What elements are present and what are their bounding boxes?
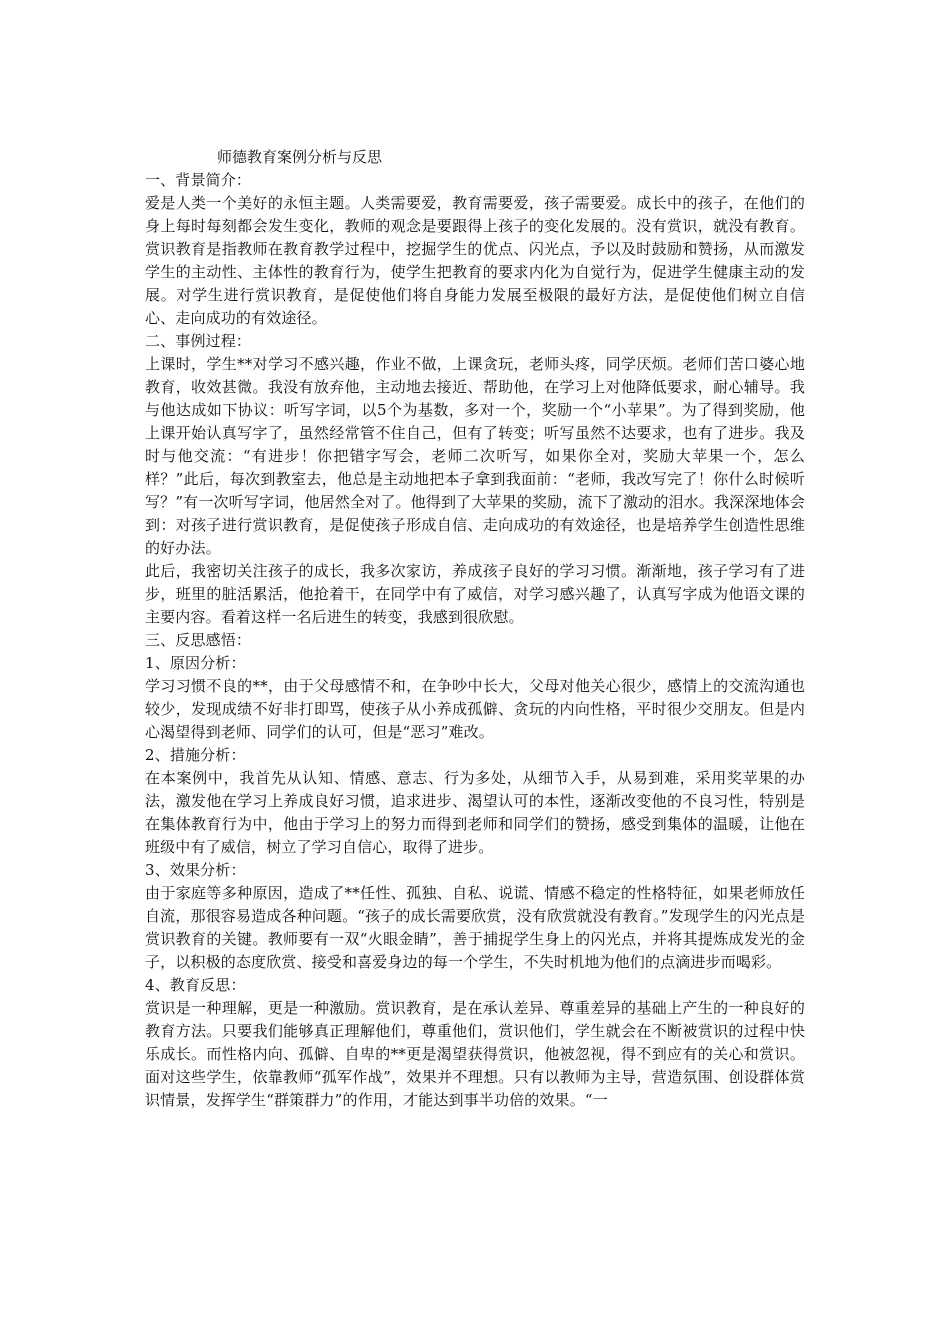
section-heading-reflection: 三、反思感悟： xyxy=(145,631,252,649)
section-heading-background: 一、背景简介： xyxy=(145,171,252,189)
subheading-measure-analysis: 2、措施分析： xyxy=(145,746,246,764)
paragraph-case-process: 上课时，学生**对学习不感兴趣，作业不做，上课贪玩，老师头疼，同学厌烦。老师们苦口婆心地教育，收效甚微。我没有放弃他，主动地去接近、帮助他，在学习上对他降低要求，耐心辅导。我与他达成如下协议：听写字词，以5个为基数，多对一个，奖励一个“小苹果”。为了得到奖励，他上课开始认真写字了，虽然经常管不住自己，但有了转变；听写虽然不达要求，也有了进步。我及时与他交流：“有进步！你把错字写会，老师二次听写，如果你全对，奖励大苹果一个，怎么样？”此后，每次到教室去，他总是主动地把本子拿到我面前：“老师，我改写完了！你什么时候听写？”有一次听写字词，他居然全对了。他得到了大苹果的奖励，流下了激动的泪水。我深深地体会到：对孩子进行赏识教育，是促使孩子形成自信、走向成功的有效途径，也是培养学生创造性思维的好办法。 xyxy=(145,355,805,557)
paragraph-cause-analysis: 学习习惯不良的**，由于父母感情不和，在争吵中长大，父母对他关心很少，感情上的交流沟通也较少，发现成绩不好非打即骂，使孩子从小养成孤僻、贪玩的内向性格，平时很少交朋友。但是内心渴望得到老师、同学们的认可，但是“恶习”难改。 xyxy=(145,677,805,741)
paragraph-measure-analysis: 在本案例中，我首先从认知、情感、意志、行为多处，从细节入手，从易到难，采用奖苹果的办法，激发他在学习上养成良好习惯，追求进步、渴望认可的本性，逐渐改变他的不良习性，特别是在集体教育行为中，他由于学习上的努力而得到老师和同学们的赞扬，感受到集体的温暖，让他在班级中有了威信，树立了学习自信心，取得了进步。 xyxy=(145,769,805,856)
subheading-cause-analysis: 1、原因分析： xyxy=(145,654,246,672)
subheading-effect-analysis: 3、效果分析： xyxy=(145,861,246,879)
paragraph-education-reflection: 赏识是一种理解，更是一种激励。赏识教育，是在承认差异、尊重差异的基础上产生的一种良好的教育方法。只要我们能够真正理解他们，尊重他们，赏识他们，学生就会在不断被赏识的过程中快乐成长。而性格内向、孤僻、自卑的**更是渴望获得赏识，他被忽视，得不到应有的关心和赏识。面对这些学生，依靠教师“孤军作战”，效果并不理想。只有以教师为主导，营造氛围、创设群体赏识情景，发挥学生“群策群力”的作用，才能达到事半功倍的效果。“一 xyxy=(145,999,805,1109)
section-heading-case-process: 二、事例过程： xyxy=(145,332,252,350)
document-page xyxy=(145,146,805,1112)
paragraph-follow-up: 此后，我密切关注孩子的成长，我多次家访，养成孩子良好的学习习惯。渐渐地，孩子学习有了进步，班里的脏活累活，他抢着干，在同学中有了威信，对学习感兴趣了，认真写字成为他语文课的主要内容。看着这样一名后进生的转变，我感到很欣慰。 xyxy=(145,562,805,626)
paragraph-background: 爱是人类一个美好的永恒主题。人类需要爱，教育需要爱，孩子需要爱。成长中的孩子，在他们的身上每时每刻都会发生变化，教师的观念是要跟得上孩子的变化发展的。没有赏识，就没有教育。赏识教育是指教师在教育教学过程中，挖掘学生的优点、闪光点，予以及时鼓励和赞扬，从而激发学生的主动性、主体性的教育行为，使学生把教育的要求内化为自觉行为，促进学生健康主动的发展。对学生进行赏识教育，是促使他们将自身能力发展至极限的最好方法，是促使他们树立自信心、走向成功的有效途径。 xyxy=(145,194,805,327)
paragraph-effect-analysis: 由于家庭等多种原因，造成了**任性、孤独、自私、说谎、情感不稳定的性格特征，如果老师放任自流，那很容易造成各种问题。“孩子的成长需要欣赏，没有欣赏就没有教育。”发现学生的闪光点是赏识教育的关键。教师要有一双“火眼金睛”，善于捕捉学生身上的闪光点，并将其提炼成发光的金子，以积极的态度欣赏、接受和喜爱身边的每一个学生，不失时机地为他们的点滴进步而喝彩。 xyxy=(145,884,805,971)
document-title: 师德教育案例分析与反思 xyxy=(217,148,383,166)
subheading-education-reflection: 4、教育反思： xyxy=(145,976,246,994)
